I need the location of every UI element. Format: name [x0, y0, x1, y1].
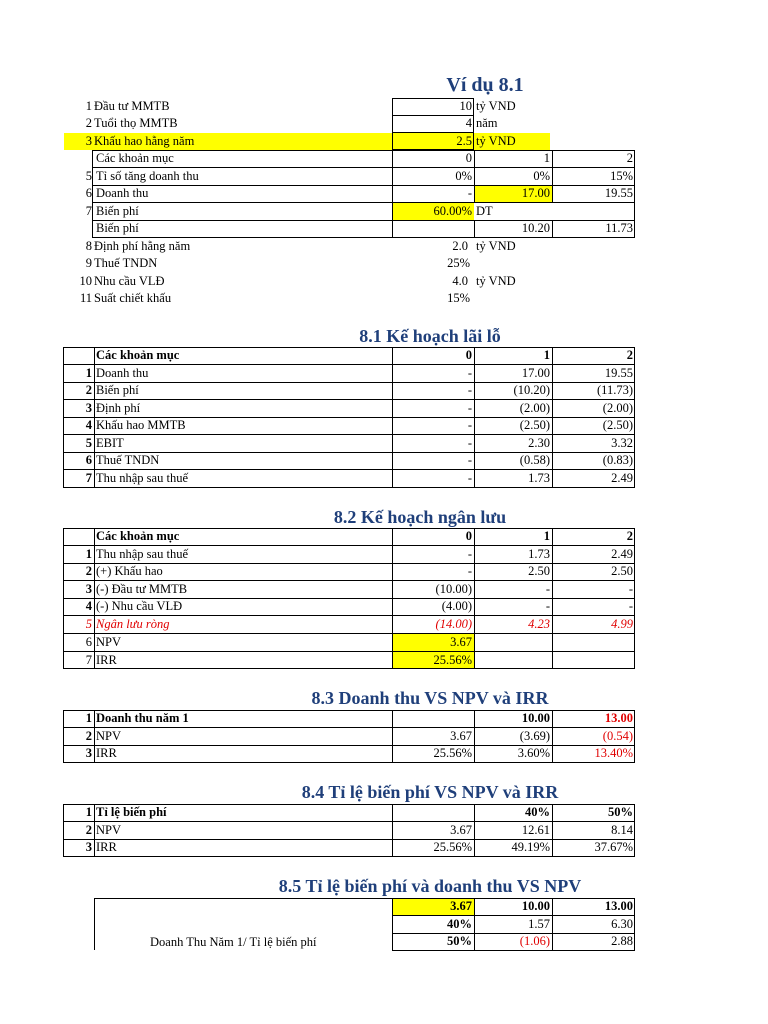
income-row-no: 4 — [85, 418, 92, 432]
income-row-label: Biến phí — [96, 383, 139, 397]
varcost-row-no: 3 — [85, 840, 92, 854]
params-c2[interactable]: 15% — [610, 169, 633, 183]
income-row-label: Khấu hao MMTB — [96, 418, 186, 432]
income-row-c0[interactable]: - — [467, 401, 472, 415]
cashflow-row-c2[interactable]: - — [628, 599, 633, 613]
income-row-c2[interactable]: (0.83) — [602, 453, 633, 467]
income-header-c0: 0 — [465, 348, 472, 362]
section-title-8-3: 8.3 Doanh thu VS NPV và IRR — [311, 688, 549, 708]
two-way-cell[interactable]: 2.88 — [611, 934, 633, 948]
input-no: 1 — [85, 99, 92, 113]
cashflow-header-label: Các khoản mục — [96, 529, 180, 543]
income-row-c2[interactable]: (11.73) — [597, 383, 633, 397]
input-label: Đầu tư MMTB — [94, 99, 170, 113]
income-row-c0[interactable]: - — [467, 383, 472, 397]
params-c1[interactable]: 17.00 — [521, 186, 550, 200]
cashflow-row-label: Thu nhập sau thuế — [96, 547, 188, 561]
params-c0[interactable]: - — [467, 186, 472, 200]
two-way-col-header[interactable]: 13.00 — [604, 899, 633, 913]
cashflow-npv-no: 6 — [85, 635, 92, 649]
params-c1[interactable]: 10.20 — [521, 221, 550, 235]
input-label: Tuổi thọ MMTB — [94, 116, 178, 130]
varcost-header-label: Tỉ lệ biến phí — [96, 805, 167, 819]
income-row-no: 5 — [85, 436, 92, 450]
revenue-header-no: 1 — [85, 711, 92, 725]
two-way-row-header[interactable]: 40% — [447, 917, 472, 931]
varcost-row-c2[interactable]: 37.67% — [594, 840, 633, 854]
input-value[interactable]: 15% — [447, 291, 470, 305]
varcost-row-c0[interactable]: 25.56% — [433, 840, 472, 854]
income-row-label: Thuế TNDN — [96, 453, 160, 467]
income-row-no: 2 — [85, 383, 92, 397]
income-row-c0[interactable]: - — [467, 471, 472, 485]
params-c2[interactable]: 11.73 — [605, 221, 633, 235]
income-row-c1[interactable]: (0.58) — [519, 453, 550, 467]
revenue-row-no: 2 — [85, 729, 92, 743]
input-value[interactable]: 2.0 — [452, 239, 468, 253]
input-value[interactable]: 10 — [459, 99, 472, 113]
revenue-row-label: IRR — [96, 746, 117, 760]
params-unit: DT — [476, 204, 493, 218]
cashflow-row-no: 4 — [85, 599, 92, 613]
cashflow-npv-value[interactable]: 3.67 — [450, 635, 472, 649]
params-no: 7 — [85, 204, 92, 218]
cashflow-row-label: (+) Khấu hao — [96, 564, 163, 578]
cashflow-row-c0[interactable]: (14.00) — [435, 617, 472, 631]
cashflow-row-c1[interactable]: 2.50 — [528, 564, 550, 578]
input-label: Định phí hằng năm — [94, 239, 191, 253]
params-header-c0: 0 — [465, 151, 472, 165]
revenue-row-c2[interactable]: (0.54) — [602, 729, 633, 743]
income-row-c1[interactable]: 2.30 — [528, 436, 550, 450]
revenue-row-c1[interactable]: (3.69) — [519, 729, 550, 743]
cashflow-row-no: 2 — [85, 564, 92, 578]
varcost-header-c2[interactable]: 50% — [608, 805, 633, 819]
cashflow-row-label: (-) Nhu cầu VLĐ — [96, 599, 183, 613]
revenue-row-c0[interactable]: 3.67 — [450, 729, 472, 743]
two-way-cell[interactable]: 6.30 — [611, 917, 633, 931]
cashflow-row-c2[interactable]: - — [628, 582, 633, 596]
two-way-cell[interactable]: 1.57 — [528, 917, 550, 931]
cashflow-row-c1[interactable]: - — [545, 599, 550, 613]
cashflow-irr-value[interactable]: 25.56% — [433, 653, 472, 667]
input-label: Thuế TNDN — [94, 256, 158, 270]
varcost-header-no: 1 — [85, 805, 92, 819]
income-row-c0[interactable]: - — [467, 366, 472, 380]
input-value[interactable]: 4 — [465, 116, 472, 130]
input-no: 2 — [85, 116, 92, 130]
section-title-8-1: 8.1 Kế hoạch lãi lỗ — [359, 326, 501, 346]
varcost-header-c1[interactable]: 40% — [525, 805, 550, 819]
cashflow-row-c1[interactable]: 1.73 — [528, 547, 550, 561]
income-row-c2[interactable]: (2.50) — [602, 418, 633, 432]
revenue-row-no: 3 — [85, 746, 92, 760]
cashflow-row-c0[interactable]: - — [467, 547, 472, 561]
input-label: Suất chiết khấu — [94, 291, 172, 305]
income-header-c1: 1 — [543, 348, 550, 362]
input-label: Khấu hao hằng năm — [94, 134, 195, 148]
input-no: 3 — [85, 134, 92, 148]
varcost-row-label: IRR — [96, 840, 117, 854]
cashflow-irr-label: IRR — [96, 653, 117, 667]
cashflow-header-c1: 1 — [543, 529, 550, 543]
cashflow-irr-no: 7 — [85, 653, 92, 667]
input-unit: tỷ VND — [476, 99, 516, 113]
income-row-c2[interactable]: 19.55 — [604, 366, 633, 380]
cashflow-row-c0[interactable]: (4.00) — [441, 599, 472, 613]
params-no: 6 — [85, 186, 92, 200]
two-way-col-header[interactable]: 10.00 — [521, 899, 550, 913]
income-row-c1[interactable]: 17.00 — [521, 366, 550, 380]
revenue-row-c0[interactable]: 25.56% — [433, 746, 472, 760]
varcost-row-c1[interactable]: 49.19% — [511, 840, 550, 854]
page-title: Ví dụ 8.1 — [446, 74, 524, 96]
revenue-header-label: Doanh thu năm 1 — [96, 711, 189, 725]
revenue-row-c1[interactable]: 3.60% — [517, 746, 550, 760]
varcost-row-c0[interactable]: 3.67 — [450, 823, 472, 837]
cashflow-npv-label: NPV — [96, 635, 122, 649]
revenue-header-c1[interactable]: 10.00 — [521, 711, 550, 725]
cashflow-row-c2[interactable]: 4.99 — [611, 617, 633, 631]
two-way-row-header[interactable]: 50% — [447, 934, 472, 948]
income-row-c1[interactable]: (2.00) — [519, 401, 550, 415]
income-header-label: Các khoản mục — [96, 348, 180, 362]
params-value[interactable]: 60.00% — [433, 204, 472, 218]
params-label: Doanh thu — [96, 186, 149, 200]
revenue-row-label: NPV — [96, 729, 122, 743]
income-row-c2[interactable]: (2.00) — [602, 401, 633, 415]
input-label: Nhu cầu VLĐ — [94, 274, 165, 288]
income-row-no: 6 — [85, 453, 92, 467]
params-c2[interactable]: 19.55 — [604, 186, 633, 200]
section-title-8-5: 8.5 Tỉ lệ biến phí và doanh thu VS NPV — [278, 876, 582, 896]
income-row-c1[interactable]: (2.50) — [519, 418, 550, 432]
two-way-corner[interactable]: 3.67 — [450, 899, 472, 913]
params-label: Biến phí — [96, 204, 139, 218]
income-row-c0[interactable]: - — [467, 418, 472, 432]
cashflow-row-no: 1 — [85, 547, 92, 561]
input-unit: năm — [476, 116, 498, 130]
income-row-label: Định phí — [96, 401, 141, 415]
income-row-no: 3 — [85, 401, 92, 415]
input-unit: tỷ VND — [476, 274, 516, 288]
income-row-c1[interactable]: (10.20) — [513, 383, 550, 397]
income-row-c0[interactable]: - — [467, 453, 472, 467]
income-row-no: 7 — [85, 471, 92, 485]
cashflow-header-c0: 0 — [465, 529, 472, 543]
income-row-c2[interactable]: 2.49 — [611, 471, 633, 485]
cashflow-row-c2[interactable]: 2.49 — [611, 547, 633, 561]
income-row-label: Doanh thu — [96, 366, 149, 380]
params-header-c1: 1 — [543, 151, 550, 165]
income-row-c0[interactable]: - — [467, 436, 472, 450]
section-title-8-2: 8.2 Kế hoạch ngân lưu — [333, 507, 507, 527]
params-no: 5 — [85, 169, 92, 183]
input-value[interactable]: 2.5 — [456, 134, 472, 148]
input-value[interactable]: 25% — [447, 256, 470, 270]
input-unit: tỷ VND — [476, 239, 516, 253]
section-title-8-4: 8.4 Tỉ lệ biến phí VS NPV và IRR — [301, 782, 559, 802]
cashflow-row-c2[interactable]: 2.50 — [611, 564, 633, 578]
input-no: 9 — [85, 256, 92, 270]
income-row-label: Thu nhập sau thuế — [96, 471, 188, 485]
input-no: 11 — [79, 291, 92, 305]
cashflow-row-no: 5 — [85, 617, 92, 631]
cashflow-row-c1[interactable]: - — [545, 582, 550, 596]
income-row-label: EBIT — [96, 436, 124, 450]
cashflow-row-c0[interactable]: - — [467, 564, 472, 578]
params-label: Tỉ số tăng doanh thu — [96, 169, 199, 183]
varcost-row-c1[interactable]: 12.61 — [521, 823, 550, 837]
cashflow-row-label: (-) Đầu tư MMTB — [96, 582, 188, 596]
varcost-row-label: NPV — [96, 823, 122, 837]
input-no: 8 — [85, 239, 92, 253]
income-row-c1[interactable]: 1.73 — [528, 471, 550, 485]
two-way-axis-label: Doanh Thu Năm 1/ Tỉ lệ biến phí — [150, 935, 317, 949]
input-value[interactable]: 4.0 — [452, 274, 468, 288]
params-c1[interactable]: 0% — [533, 169, 550, 183]
varcost-row-c2[interactable]: 8.14 — [611, 823, 633, 837]
cashflow-row-label: Ngân lưu ròng — [96, 617, 170, 631]
input-no: 10 — [79, 274, 92, 288]
params-header-c2: 2 — [626, 151, 633, 165]
input-unit: tỷ VND — [476, 134, 516, 148]
cashflow-row-no: 3 — [85, 582, 92, 596]
cashflow-row-c0[interactable]: (10.00) — [435, 582, 472, 596]
income-row-no: 1 — [85, 366, 92, 380]
params-header-label: Các khoản mục — [96, 151, 174, 165]
params-label: Biến phí — [96, 221, 139, 235]
varcost-row-no: 2 — [85, 823, 92, 837]
cashflow-row-c1[interactable]: 4.23 — [528, 617, 550, 631]
params-c0[interactable]: 0% — [455, 169, 472, 183]
income-header-c2: 2 — [626, 348, 633, 362]
revenue-header-c2[interactable]: 13.00 — [604, 711, 633, 725]
two-way-cell[interactable]: (1.06) — [519, 934, 550, 948]
cashflow-header-c2: 2 — [626, 529, 633, 543]
revenue-row-c2[interactable]: 13.40% — [594, 746, 633, 760]
income-row-c2[interactable]: 3.32 — [611, 436, 633, 450]
